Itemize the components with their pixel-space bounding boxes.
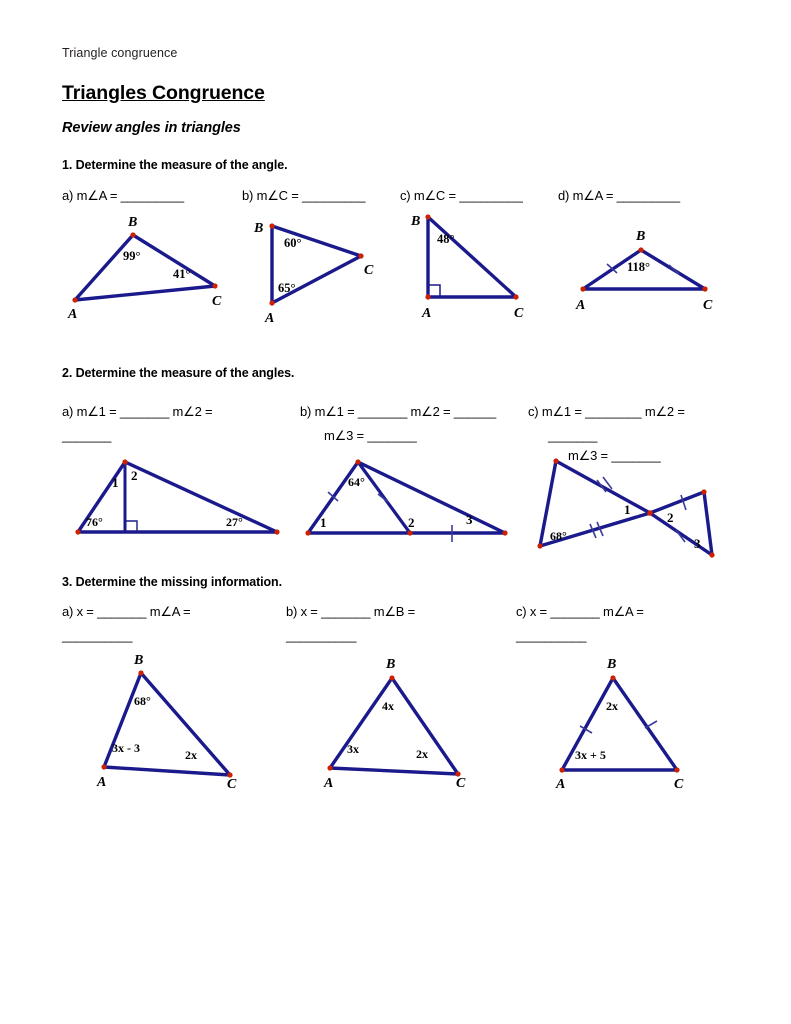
figure-3c-vertex-B: B: [607, 657, 617, 672]
figure-1b-vertex-C: C: [364, 263, 374, 278]
figure-1a-angle-C: 41°: [173, 267, 191, 281]
figure-1c-vertex-C: C: [514, 306, 524, 321]
figure-1a-angle-B: 99°: [123, 249, 141, 263]
question-3c-prompt-line1: c) x = _______ m∠A =: [516, 604, 644, 619]
figure-2b-angle-3: 3: [466, 512, 473, 527]
figure-1c: [406, 205, 556, 327]
figure-3b-angle-B: 4x: [382, 699, 394, 713]
figure-3b-vertex-B: B: [386, 657, 396, 672]
question-2b-prompt-line2: m∠3 = _______: [324, 428, 417, 443]
figure-2a-angle-2: 2: [131, 468, 138, 483]
figure-2c-angle-1: 1: [624, 502, 631, 517]
question-3b-prompt-line2: __________: [286, 628, 357, 643]
section-subtitle: Review angles in triangles: [62, 120, 241, 136]
question-3b-prompt-line1: b) x = _______ m∠B =: [286, 604, 416, 619]
question-1-instruction: 1. Determine the measure of the angle.: [62, 158, 288, 172]
question-2-instruction: 2. Determine the measure of the angles.: [62, 366, 295, 380]
question-2c-prompt-line2: _______: [548, 428, 598, 443]
figure-1c-vertex-A: A: [422, 306, 432, 321]
figure-1d-vertex-C: C: [703, 298, 713, 313]
figure-2b-angle-apex: 64°: [348, 475, 365, 489]
question-3c-prompt-line2: __________: [516, 628, 587, 643]
figure-1d-vertex-A: A: [576, 298, 586, 313]
figure-1d: [565, 208, 735, 326]
figure-2a-angle-left: 76°: [86, 515, 103, 529]
question-2a-prompt-line1: a) m∠1 = _______ m∠2 =: [62, 404, 213, 419]
question-3-instruction: 3. Determine the missing information.: [62, 575, 282, 589]
figure-1c-angle-B: 48°: [437, 232, 455, 246]
figure-1b-angle-B: 60°: [284, 236, 302, 250]
figure-3a-vertex-C: C: [227, 777, 237, 792]
cevian-segment: [358, 462, 410, 533]
figure-1b-vertex-A: A: [265, 311, 275, 326]
figure-1d-vertex-B: B: [636, 229, 646, 244]
figure-3c-vertex-A: A: [556, 777, 566, 792]
figure-1a-vertex-A: A: [68, 307, 78, 322]
figure-3a-vertex-A: A: [97, 775, 107, 790]
figure-1c-vertex-B: B: [411, 214, 421, 229]
question-2c-prompt-line1: c) m∠1 = ________ m∠2 =: [528, 404, 685, 419]
figure-1a-vertex-B: B: [128, 215, 138, 230]
question-3a-prompt-line1: a) x = _______ m∠A =: [62, 604, 191, 619]
question-1b-prompt: b) m∠C = _________: [242, 188, 366, 203]
figure-3b: [310, 648, 495, 791]
question-2b-prompt-line1: b) m∠1 = _______ m∠2 = ______: [300, 404, 497, 419]
figure-2c: [528, 452, 773, 564]
figure-2c-angle-3: 3: [694, 536, 701, 551]
figure-2c-angle-2: 2: [667, 510, 674, 525]
figure-3b-angle-C: 2x: [416, 747, 428, 761]
figure-1a-vertex-C: C: [212, 294, 222, 309]
figure-3a-angle-C: 2x: [185, 748, 197, 762]
figure-3c-angle-B: 2x: [606, 699, 618, 713]
figure-3a-angle-B: 68°: [134, 694, 151, 708]
question-1c-prompt: c) m∠C = _________: [400, 188, 523, 203]
question-1d-prompt: d) m∠A = _________: [558, 188, 680, 203]
question-1a-prompt: a) m∠A = _________: [62, 188, 184, 203]
page-title: Triangles Congruence: [62, 82, 265, 104]
figure-1a: [60, 208, 240, 328]
figure-1b-vertex-B: B: [254, 221, 264, 236]
figure-1b: [248, 208, 398, 328]
figure-3b-vertex-A: A: [324, 776, 334, 791]
running-header: Triangle congruence: [62, 46, 178, 60]
figure-3c: [540, 648, 725, 792]
figure-1d-angle-B: 118°: [627, 260, 651, 274]
figure-3a: [75, 648, 270, 792]
figure-3b-vertex-C: C: [456, 776, 466, 791]
bowtie-lower-right-diagonal: [650, 513, 712, 555]
figure-3b-angle-A: 3x: [347, 742, 359, 756]
tick-mark-icon-right-upper: [681, 495, 686, 510]
figure-3a-vertex-B: B: [134, 653, 144, 668]
figure-3c-vertex-C: C: [674, 777, 684, 792]
question-2c-prompt-line3: m∠3 = _______: [568, 448, 661, 463]
figure-2a-angle-right: 27°: [226, 515, 243, 529]
figure-1b-angle-A: 65°: [278, 281, 296, 295]
figure-2a-angle-1: 1: [112, 475, 119, 490]
figure-3a-angle-A: 3x - 3: [112, 741, 140, 755]
figure-2a: [60, 450, 295, 560]
question-2a-prompt-line2: _______: [62, 428, 112, 443]
figure-2b: [300, 450, 525, 560]
figure-2b-angle-1: 1: [320, 515, 327, 530]
figure-2b-angle-2: 2: [408, 515, 415, 530]
figure-2c-angle-left: 68°: [550, 529, 567, 543]
question-3a-prompt-line2: __________: [62, 628, 133, 643]
figure-3c-angle-A: 3x + 5: [575, 748, 606, 762]
